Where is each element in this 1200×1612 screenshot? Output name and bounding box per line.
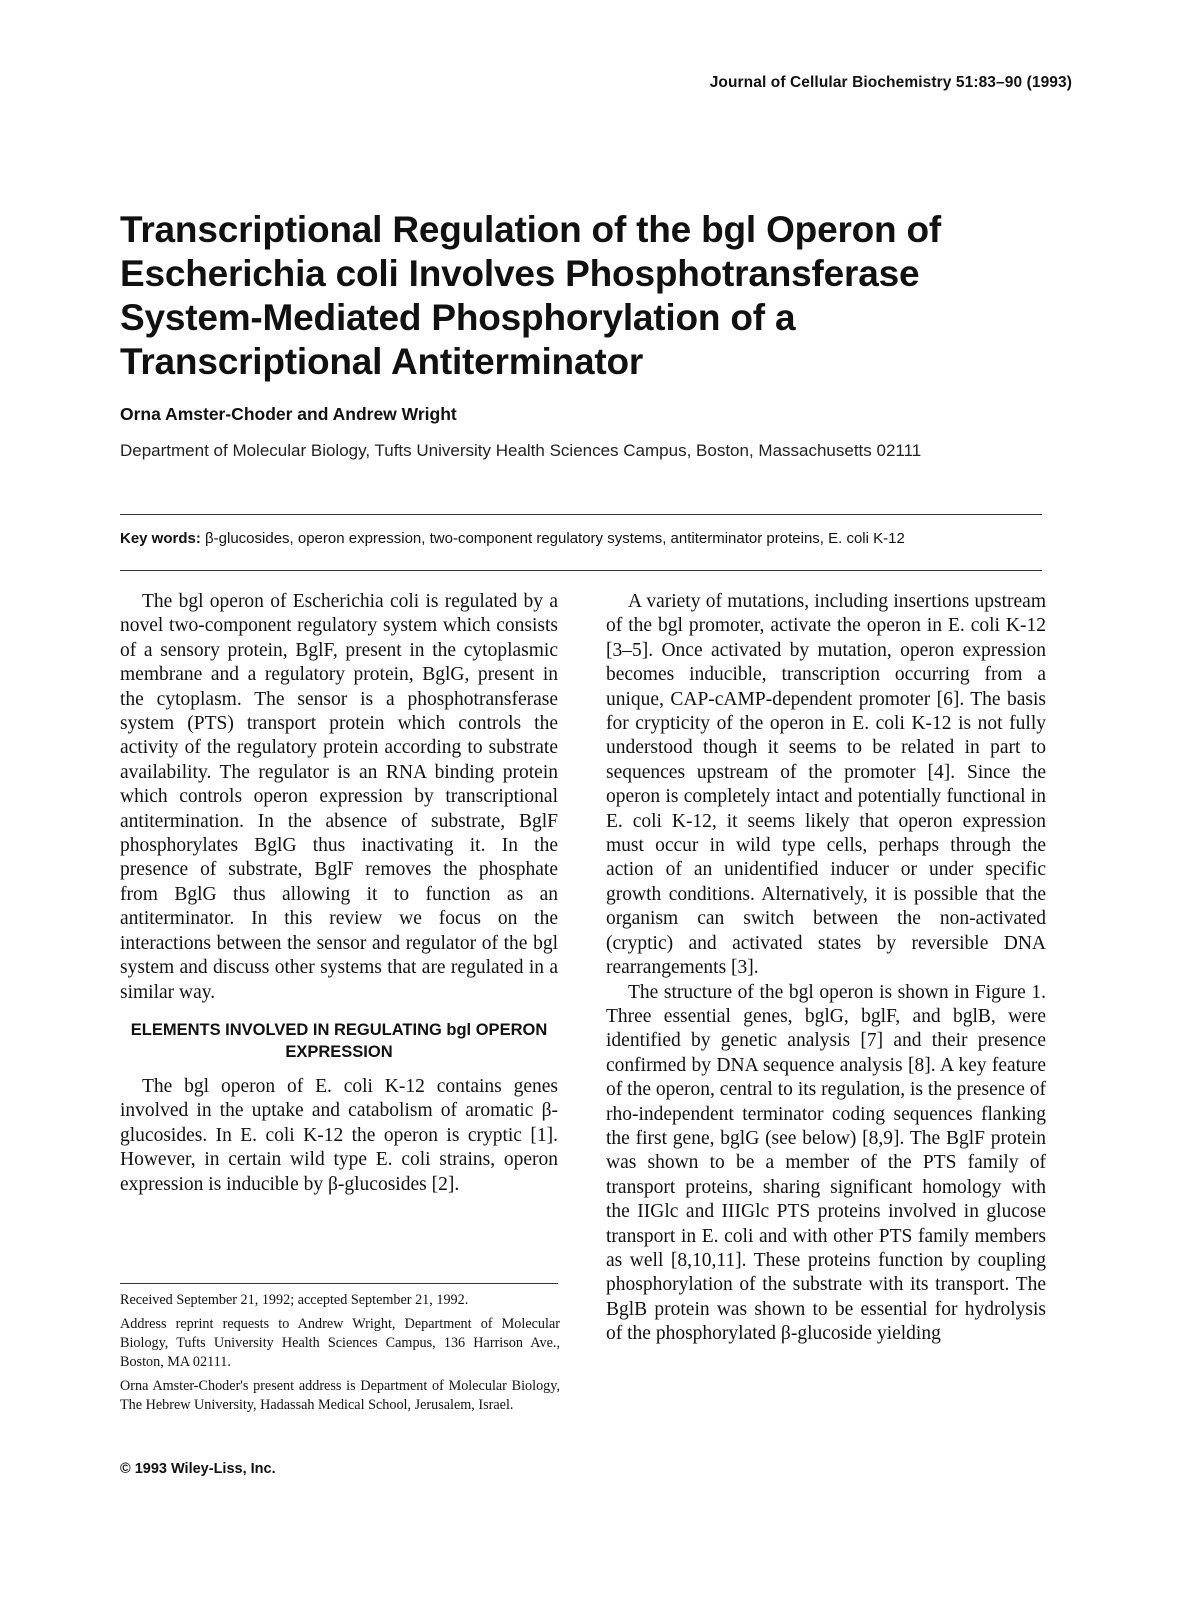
divider-top — [120, 514, 1042, 515]
abstract-paragraph: The bgl operon of Escherichia coli is regulated by a novel two-component regulatory system which consists of a sensory protein, BglF, present in the cytoplasmic membrane and a regulatory protein, BglG, present in the cytoplasm. The sensor is a phosphotransferase system (PTS) transport protein which controls the activity of the regulatory protein according to substrate availability. The regulator is an RNA binding protein which controls operon expression by transcriptional antitermination. In the absence of substrate, BglF phosphorylates BglG thus inactivating it. In the presence of substrate, BglF removes the phosphate from BglG thus allowing it to function as an antiterminator. In this review we focus on the interactions between the sensor and regulator of the bgl system and discuss other systems that are regulated in a similar way. — [120, 591, 558, 1003]
section-heading: ELEMENTS INVOLVED IN REGULATING bgl OPERON EXPRESSION — [130, 1020, 548, 1061]
footnote-present-address: Orna Amster-Choder's present address is Department of Molecular Biology, The Hebrew University, Hadassah Medical School, Jerusalem, Israel. — [120, 1378, 560, 1413]
body-paragraph-3: The structure of the bgl operon is shown in Figure 1. Three essential genes, bglG, bglF, and bglB, were identified by genetic analysis [7] and their presence confirmed by DNA sequence analysis [8]. A key feature of the operon, central to its regulation, is the presence of rho-independent terminator coding sequences flanking the first gene, bglG (see below) [8,9]. The BglF protein was shown to be a member of the PTS family of transport proteins, sharing significant homology with the IIGlc and IIIGlc PTS proteins involved in glucose transport in E. coli and with other PTS family members as well [8,10,11]. These proteins function by coupling phosphorylation of the substrate with its transport. The BglB protein was shown to be essential for hydrolysis of the phosphorylated β-glucoside yielding — [606, 981, 1046, 1345]
keywords-label: Key words: — [120, 530, 201, 547]
affiliation: Department of Molecular Biology, Tufts University Health Sciences Campus, Boston, Massachusetts 02111 — [120, 441, 922, 460]
article-title — [120, 208, 1080, 384]
title-line-4: Transcriptional Antiterminator — [120, 341, 644, 382]
authors: Orna Amster-Choder and Andrew Wright — [120, 404, 457, 424]
keywords — [120, 530, 1060, 547]
title-line-3: System-Mediated Phosphorylation of a — [120, 297, 796, 338]
left-column — [120, 590, 558, 1197]
footnote-divider — [120, 1283, 558, 1284]
footnotes — [120, 1291, 560, 1420]
footnote-reprint: Address reprint requests to Andrew Wright, Department of Molecular Biology, Tufts University Health Sciences Campus, 136 Harrison Ave., Boston, MA 02111. — [120, 1316, 560, 1370]
body-paragraph-1: The bgl operon of E. coli K-12 contains genes involved in the uptake and catabolism of aromatic β-glucosides. In E. coli K-12 the operon is cryptic [1]. However, in certain wild type E. coli strains, operon expression is inducible by β-glucosides [2]. — [120, 1075, 558, 1195]
divider-bottom — [120, 570, 1042, 571]
body-paragraph-2: A variety of mutations, including insertions upstream of the bgl promoter, activate the operon in E. coli K-12 [3–5]. Once activated by mutation, operon expression becomes inducible, transcription occurring from a unique, CAP-cAMP-dependent promoter [6]. The basis for crypticity of the operon in E. coli K-12 is not fully understood though it seems to be related in part to sequences upstream of the promoter [4]. Since the operon is completely intact and potentially functional in E. coli K-12, it seems likely that operon expression must occur in wild type cells, perhaps through the action of an unidentified inducer or under specific growth conditions. Alternatively, it is possible that the organism can switch between the non-activated (cryptic) and activated states by reversible DNA rearrangements [3]. — [606, 591, 1046, 979]
copyright: © 1993 Wiley-Liss, Inc. — [120, 1461, 276, 1477]
title-line-2: Escherichia coli Involves Phosphotransferase — [120, 253, 920, 294]
right-column — [606, 590, 1046, 1347]
footnote-received: Received September 21, 1992; accepted September 21, 1992. — [120, 1292, 469, 1308]
running-head: Journal of Cellular Biochemistry 51:83–90 (1993) — [709, 74, 1072, 91]
keywords-text: β-glucosides, operon expression, two-component regulatory systems, antiterminator proteins, E. coli K-12 — [205, 530, 905, 547]
title-line-1: Transcriptional Regulation of the bgl Operon of — [120, 209, 942, 250]
